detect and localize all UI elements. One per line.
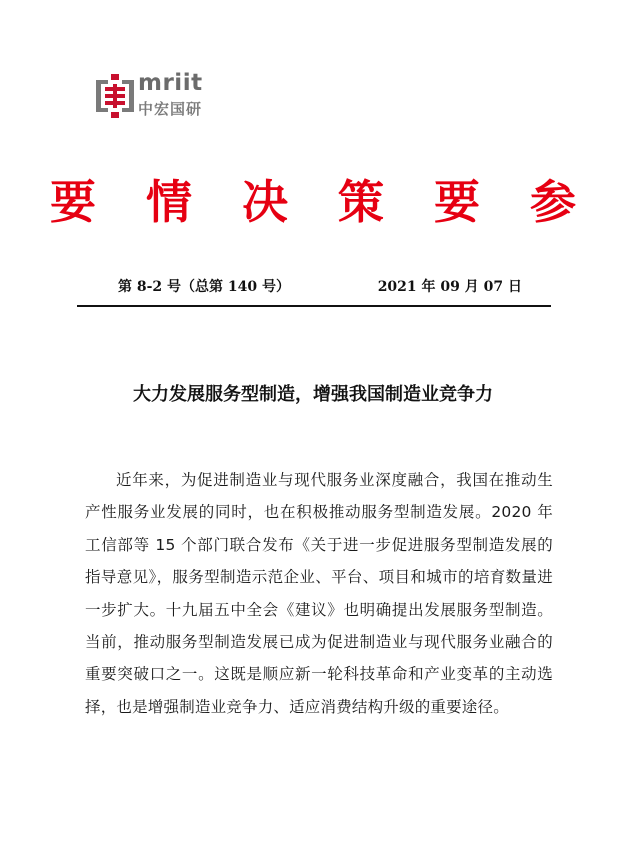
mriit-logo	[96, 70, 216, 122]
header-divider	[77, 305, 551, 307]
mriit-emblem-icon	[96, 74, 134, 118]
article-body: 近年来，为促进制造业与现代服务业深度融合，我国在推动生产性服务业发展的同时，也在积极推动服务型制造发展。2020 年工信部等 15 个部门联合发布《关于进一步促进服务型制造发展的指导意见》，服务型制造示范企业、平台、项目和城市的培育数量进一步扩大。十九届五中全会《建议》也明确提出发展服务型制造。当前，推动服务型制造发展已成为促进制造业与现代服务业融合的重要突破口之一。这既是顺应新一轮科技革命和产业变革的主动选择，也是增强制造业竞争力、适应消费结构升级的重要途径。	[85, 471, 553, 716]
article-title: 大力发展服务型制造，增强我国制造业竞争力	[133, 384, 493, 405]
issue-number: 第 8-2 号（总第 140 号）	[118, 279, 291, 295]
logo-wordmark: mriit	[138, 70, 203, 96]
masthead-title: 要 情 决 策 要 参	[49, 175, 594, 229]
issue-date: 2021 年 09 月 07 日	[377, 279, 522, 295]
logo-chinese-name: 中宏国研	[138, 100, 203, 118]
